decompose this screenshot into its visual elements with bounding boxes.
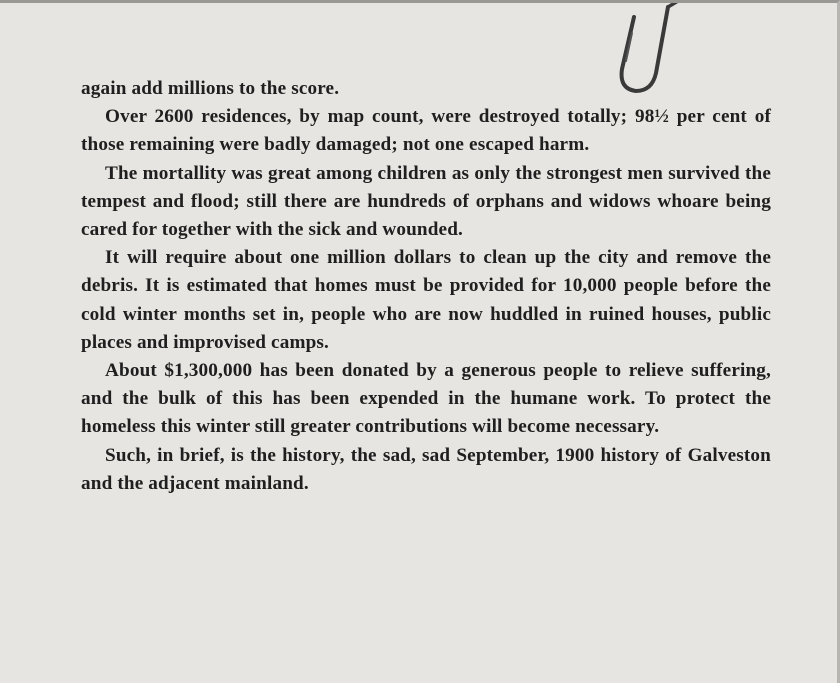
paragraph: The mortallity was great among children as only the strongest men survived the tempest and flood; still there are hundreds of orphans and widows whoare being cared for together with the sick and wounded. xyxy=(81,162,771,241)
paragraph: Such, in brief, is the history, the sad, sad September, 1900 history of Galveston and the adjacent mainland. xyxy=(81,444,771,494)
paragraph: again add millions to the score. xyxy=(81,78,340,99)
paragraph: Over 2600 residences, by map count, were destroyed totally; 98½ per cent of those remaining were badly damaged; not one escaped harm. xyxy=(81,106,771,156)
paragraph: It will require about one million dollars to clean up the city and remove the debris. It is estimated that homes must be provided for 10,000 people before the cold winter months set in, people who are now huddled in ruined houses, public places and improvised camps. xyxy=(81,247,771,353)
article-text xyxy=(81,75,771,498)
paragraph: About $1,300,000 has been donated by a generous people to relieve suffering, and the bulk of this has been expended in the humane work. To protect the homeless this winter still greater contributions will become necessary. xyxy=(81,360,771,438)
